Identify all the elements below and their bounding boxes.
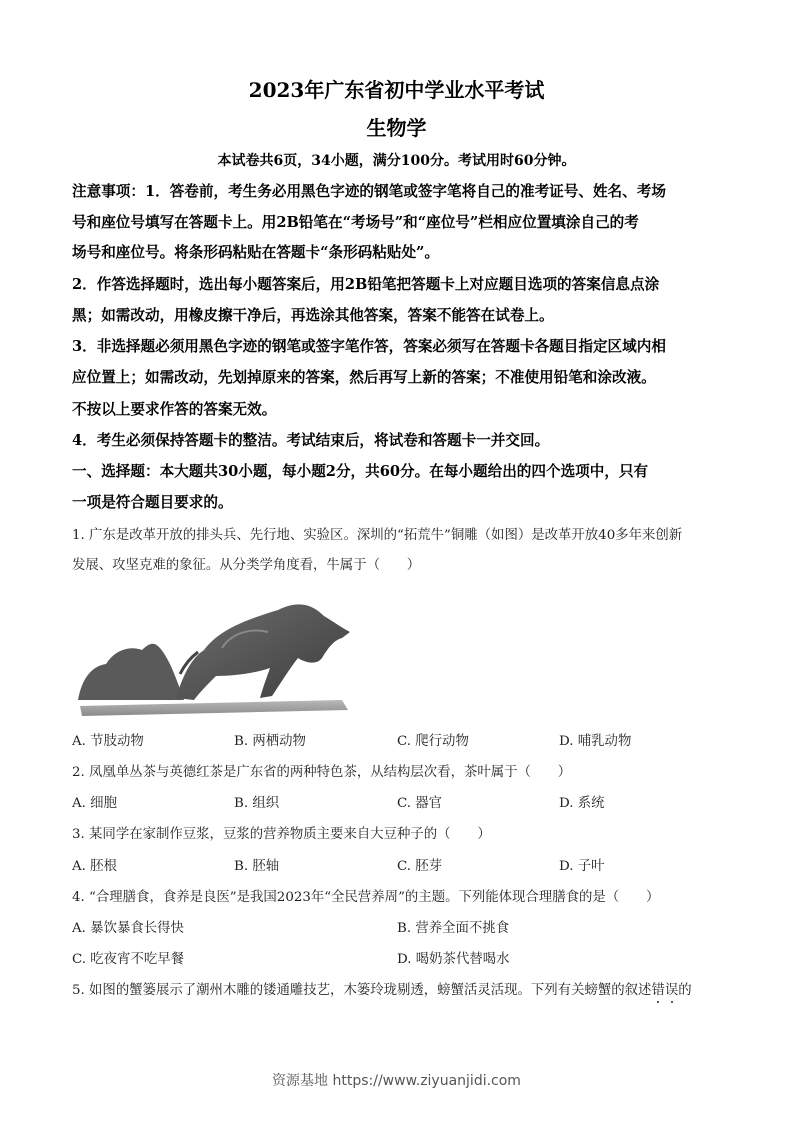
section-heading: 一项是符合题目要求的。 [72,494,233,511]
question-2-stem: 2. 凤凰单丛茶与英德红茶是广东省的两种特色茶，从结构层次看，茶叶属于（ ） [72,765,572,780]
option-a: A. 暴饮暴食长得快 [72,921,184,936]
question-1-stem: 1. 广东是改革开放的排头兵、先行地、实验区。深圳的“拓荒牛”铜雕（如图）是改革开放40多年来创新 [72,528,683,543]
notes-line: 应位置上；如需改动，先划掉原来的答案，然后再写上新的答案；不准使用铅笔和涂改液。 [72,369,656,386]
option-a: A. 胚根 [72,859,117,874]
notes-line: 4．考生必须保持答题卡的整洁。考试结束后，将试卷和答题卡一并交回。 [72,432,550,449]
option-b: B. 胚轴 [234,859,280,874]
option-d: D. 子叶 [559,859,605,874]
question-3-stem: 3. 某同学在家制作豆浆，豆浆的营养物质主要来自大豆种子的（ ） [72,827,491,842]
question-1-stem: 发展、攻坚克难的象征。从分类学角度看，牛属于（ ） [72,558,421,573]
option-c: C. 爬行动物 [397,734,469,749]
watermark-footer: 资源基地 https://www.ziyuanjidi.com [272,1073,521,1089]
option-b: B. 组织 [234,796,280,811]
emphasis-char: 误 [664,983,679,998]
notes-line: 号和座位号填写在答题卡上。用2B铅笔在“考场号”和“座位号”栏相应位置填涂自己的考 [72,214,639,231]
option-a: A. 节肢动物 [72,734,144,749]
question-5-text: 5. 如图的蟹篓展示了潮州木雕的镂通雕技艺，木篓玲珑剔透，螃蟹活灵活现。下列有关螃蟹的叙述 [72,983,652,998]
option-c: C. 吃夜宵不吃早餐 [72,952,185,967]
option-d: D. 哺乳动物 [559,734,632,749]
notes-line: 场号和座位号。将条形码粘贴在答题卡“条形码粘贴处”。 [72,244,440,261]
emphasis-char: 错 [651,983,665,998]
option-a: A. 细胞 [72,796,117,811]
question-5-stem [72,981,722,1001]
notes-line: 不按以上要求作答的答案无效。 [72,401,277,418]
exam-summary: 本试卷共6页，34小题，满分100分。考试用时60分钟。 [217,153,576,169]
bull-sculpture-image [72,588,354,718]
notes-line: 注意事项：1．答卷前，考生务必用黑色字迹的钢笔或签字笔将自己的准考证号、姓名、考场 [72,183,666,200]
question-5-text: 的 [678,983,692,998]
section-heading: 一、选择题：本大题共30小题，每小题2分，共60分。在每小题给出的四个选项中，只有 [72,463,649,480]
option-d: D. 喝奶茶代替喝水 [397,952,510,967]
option-c: C. 胚芽 [397,859,443,874]
question-4-stem: 4. “合理膳食，食养是良医”是我国2023年“全民营养周”的主题。下列能体现合理膳食的是（ ） [72,890,660,905]
option-b: B. 两栖动物 [234,734,306,749]
subject-title: 生物学 [366,116,427,140]
option-c: C. 器官 [397,796,443,811]
notes-line: 2．作答选择题时，选出每小题答案后，用2B铅笔把答题卡上对应题目选项的答案信息点涂 [72,276,660,293]
option-d: D. 系统 [559,796,605,811]
notes-line: 黑；如需改动，用橡皮擦干净后，再选涂其他答案，答案不能答在试卷上。 [72,307,554,324]
notes-line: 3．非选择题必须用黑色字迹的钢笔或签字笔作答，答案必须写在答题卡各题目指定区域内相 [72,338,666,355]
exam-title: 2023年广东省初中学业水平考试 [248,78,545,102]
option-b: B. 营养全面不挑食 [397,921,510,936]
